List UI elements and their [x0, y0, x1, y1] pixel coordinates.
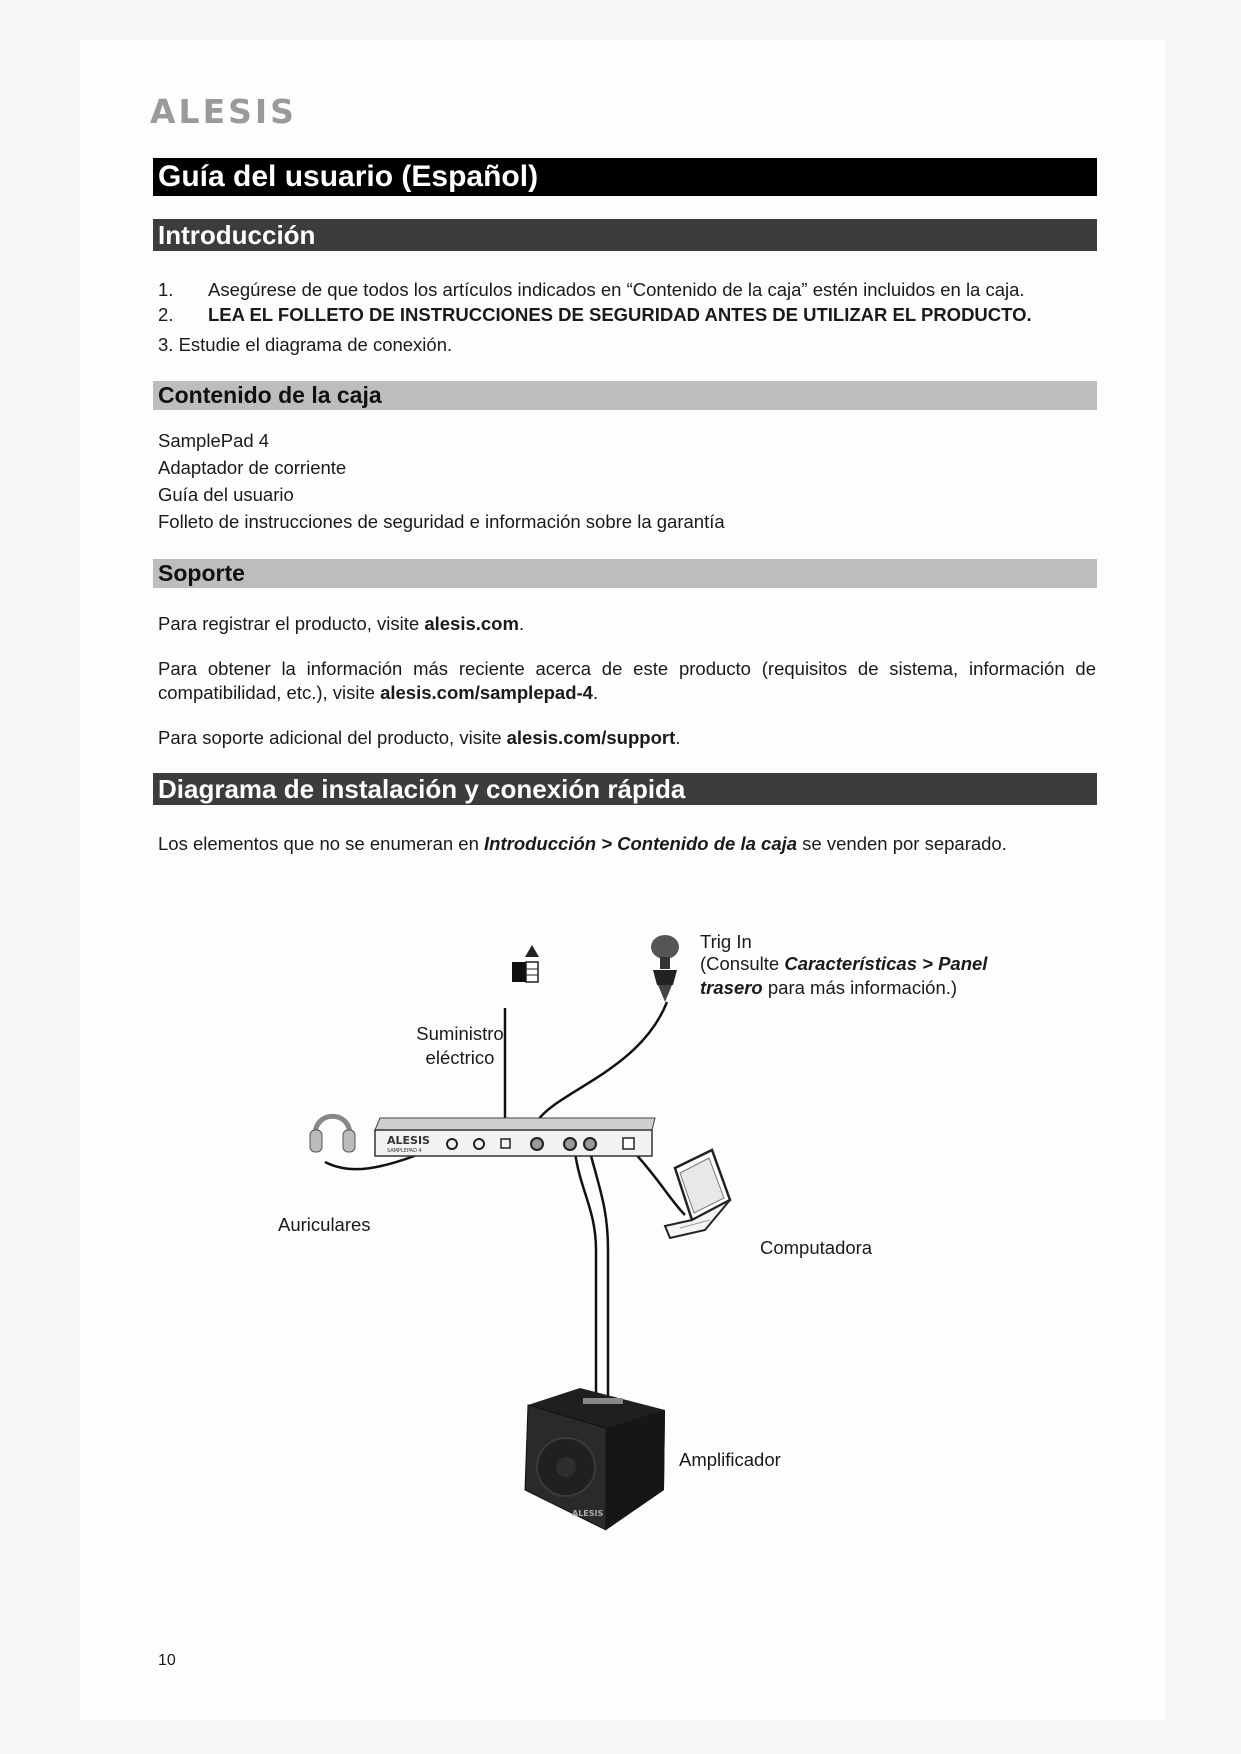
- trig-note-text: para más información.): [762, 977, 958, 998]
- section-heading-intro: Introducción: [153, 219, 1097, 251]
- box-item: SamplePad 4: [158, 430, 270, 451]
- intro-item-text: LEA EL FOLLETO DE INSTRUCCIONES DE SEGURIDAD ANTES DE UTILIZAR EL PRODUCTO.: [208, 304, 1032, 325]
- punctuation: .: [518, 613, 525, 634]
- intro-item-number: 3.: [158, 334, 174, 355]
- label-amplifier: Amplificador: [679, 1449, 781, 1470]
- box-item: Guía del usuario: [158, 484, 294, 505]
- amp-cable-left: [575, 1152, 596, 1400]
- punctuation: .: [592, 682, 599, 703]
- device-logo-text: ALESIS: [387, 1134, 430, 1147]
- trig-note-emphasis: Características > Panel: [784, 953, 988, 974]
- laptop-icon: [665, 1150, 730, 1238]
- amplifier-icon: [525, 1388, 665, 1530]
- alesis-logo-graphic: [150, 92, 320, 128]
- label-power: [400, 1022, 520, 1070]
- diagram-note: [158, 832, 1007, 856]
- label-computer: Computadora: [760, 1237, 873, 1258]
- intro-item-2: [158, 303, 1032, 327]
- intro-item-1: [158, 278, 1025, 302]
- punctuation: .: [675, 727, 681, 748]
- amp-logo-text: ALESIS: [572, 1509, 604, 1518]
- usb-cable: [632, 1150, 685, 1215]
- intro-item-number: 2.: [158, 304, 174, 325]
- label-trig-in: Trig In: [700, 931, 752, 952]
- link-samplepad-4[interactable]: alesis.com/samplepad-4: [380, 682, 593, 703]
- trig-note-emphasis: trasero: [700, 977, 763, 998]
- section-heading-support: Soporte: [153, 559, 1097, 588]
- intro-item-text: Estudie el diagrama de conexión.: [178, 334, 453, 355]
- intro-item-text: Asegúrese de que todos los artículos indicados en “Contenido de la caja” estén incluidos en la caja.: [208, 279, 1025, 300]
- support-additional-text: Para soporte adicional del producto, visite: [158, 727, 507, 748]
- label-trig-note: [700, 952, 1020, 1000]
- connection-diagram: [260, 930, 1020, 1580]
- power-adapter-icon: [512, 945, 539, 982]
- support-register-text: Para registrar el producto, visite: [158, 613, 425, 634]
- diagram-note-emphasis: Introducción > Contenido de la caja: [484, 833, 798, 854]
- label-power-line: Suministro: [416, 1023, 504, 1044]
- trig-cable: [538, 1002, 667, 1120]
- trigger-icon: [651, 935, 679, 1002]
- link-alesis-com[interactable]: alesis.com: [424, 613, 519, 634]
- diagram-note-text: Los elementos que no se enumeran en: [158, 833, 485, 854]
- connection-diagram-graphic: [260, 930, 1020, 1580]
- svg-text:ALESIS: ALESIS: [150, 92, 297, 128]
- support-info: [158, 657, 1096, 705]
- box-item: Folleto de instrucciones de seguridad e información sobre la garantía: [158, 511, 725, 532]
- support-additional: [158, 726, 680, 750]
- device-model-text: SAMPLEPAD 4: [387, 1148, 422, 1154]
- section-heading-box-contents: Contenido de la caja: [153, 381, 1097, 410]
- support-register: [158, 612, 524, 636]
- section-heading-diagram: Diagrama de instalación y conexión rápida: [153, 773, 1097, 805]
- page-number: 10: [158, 1652, 176, 1669]
- samplepad-device: [375, 1118, 655, 1156]
- label-headphones: Auriculares: [278, 1214, 371, 1235]
- headphones-icon: [310, 1116, 355, 1152]
- trig-note-text: (Consulte: [700, 953, 785, 974]
- page-title: Guía del usuario (Español): [153, 158, 1097, 196]
- alesis-logo: [150, 92, 320, 128]
- link-support[interactable]: alesis.com/support: [506, 727, 676, 748]
- intro-item-3: [158, 333, 452, 357]
- diagram-note-text: se venden por separado.: [797, 833, 1007, 854]
- box-item: Adaptador de corriente: [158, 457, 347, 478]
- amp-cable-right: [590, 1152, 608, 1400]
- label-power-line: eléctrico: [425, 1047, 495, 1068]
- intro-item-number: 1.: [158, 279, 174, 300]
- support-info-text: Para obtener la información más reciente acerca de este producto (requisitos de sistema, información de compatibilidad, etc.), visite: [158, 658, 1096, 703]
